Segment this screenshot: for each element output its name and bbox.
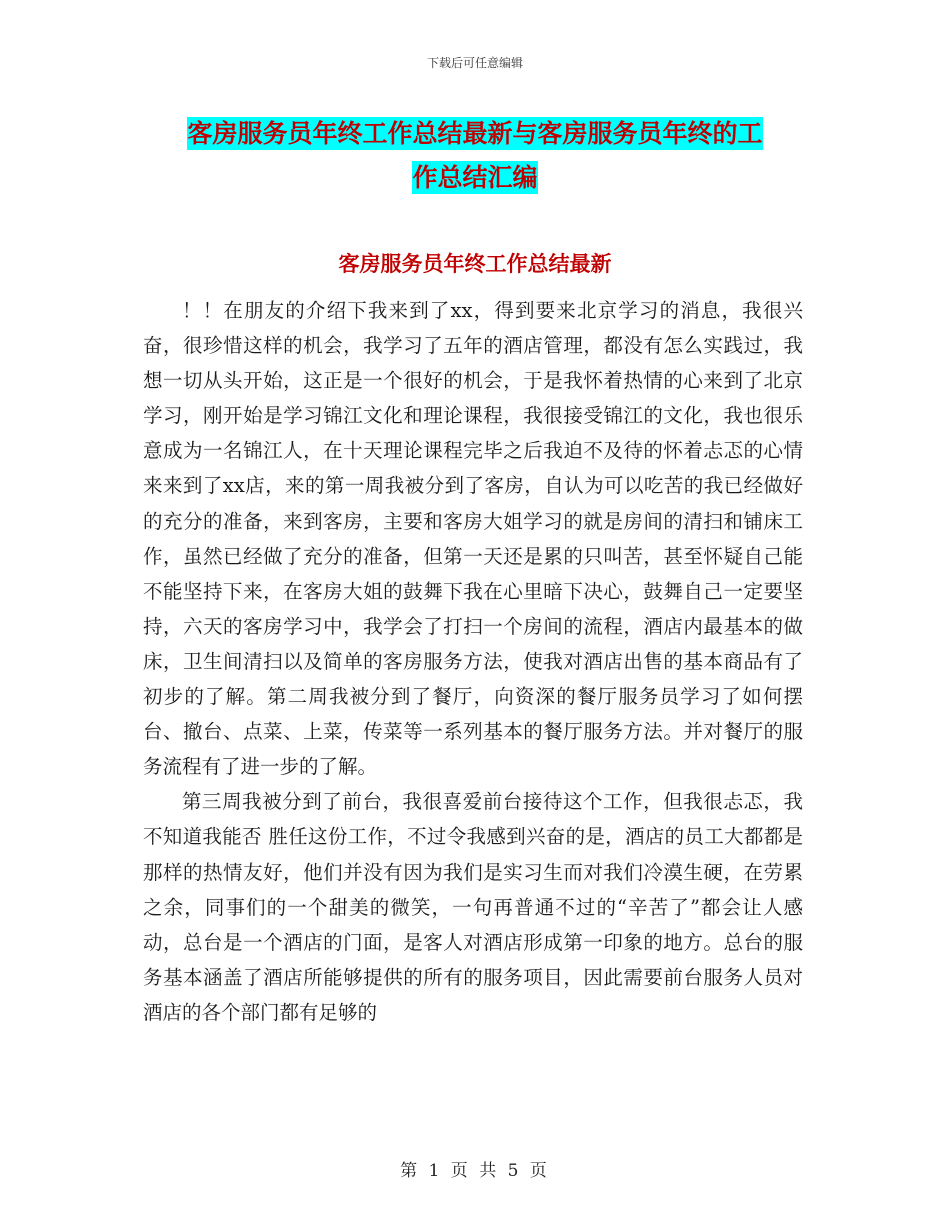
body-text [143, 293, 803, 1030]
section-title: 客房服务员年终工作总结最新 [338, 252, 612, 276]
document-title-line1: 客房服务员年终工作总结最新与客房服务员年终的工 [187, 119, 763, 148]
header-note: 下载后可任意编辑 [426, 56, 523, 70]
document-title [140, 112, 810, 200]
paragraph-1: ！！在朋友的介绍下我来到了xx，得到要来北京学习的消息，我很兴奋，很珍惜这样的机会，我学习了五年的酒店管理，都没有怎么实践过，我想一切从头开始，这正是一个很好的机会，于是我怀着热情的心来到了北京学习，刚开始是学习锦江文化和理论课程，我很接受锦江的文化，我也很乐意成为一名锦江人，在十天理论课程完毕之后我迫不及待的怀着忐忑的心情来来到了xx店，来的第一周我被分到了客房，自认为可以吃苦的我已经做好的充分的准备，来到客房，主要和客房大姐学习的就是房间的清扫和铺床工作，虽然已经做了充分的准备，但第一天还是累的只叫苦，甚至怀疑自己能不能坚持下来，在客房大姐的鼓舞下我在心里暗下决心，鼓舞自己一定要坚持，六天的客房学习中，我学会了打扫一个房间的流程，酒店内最基本的做床，卫生间清扫以及简单的客房服务方法，使我对酒店出售的基本商品有了初步的了解。第二周我被分到了餐厅，向资深的餐厅服务员学习了如何摆台、撤台、点菜、上菜，传菜等一系列基本的餐厅服务方法。并对餐厅的服务流程有了进一步的了解。 [143, 299, 803, 779]
document-title-line2: 作总结汇编 [412, 163, 538, 192]
page-footer: 第 1 页 共 5 页 [400, 1161, 550, 1181]
paragraph-2: 第三周我被分到了前台，我很喜爱前台接待这个工作，但我很忐忑，我不知道我能否 胜任这份工作，不过令我感到兴奋的是，酒店的员工大都都是那样的热情友好，他们并没有因为我们是实习生而对我们冷漠生硬，在劳累之余，同事们的一个甜美的微笑，一句再普通不过的“辛苦了”都会让人感动，总台是一个酒店的门面，是客人对酒店形成第一印象的地方。总台的服务基本涵盖了酒店所能够提供的所有的服务项目，因此需要前台服务人员对酒店的各个部门都有足够的 [143, 790, 803, 1024]
